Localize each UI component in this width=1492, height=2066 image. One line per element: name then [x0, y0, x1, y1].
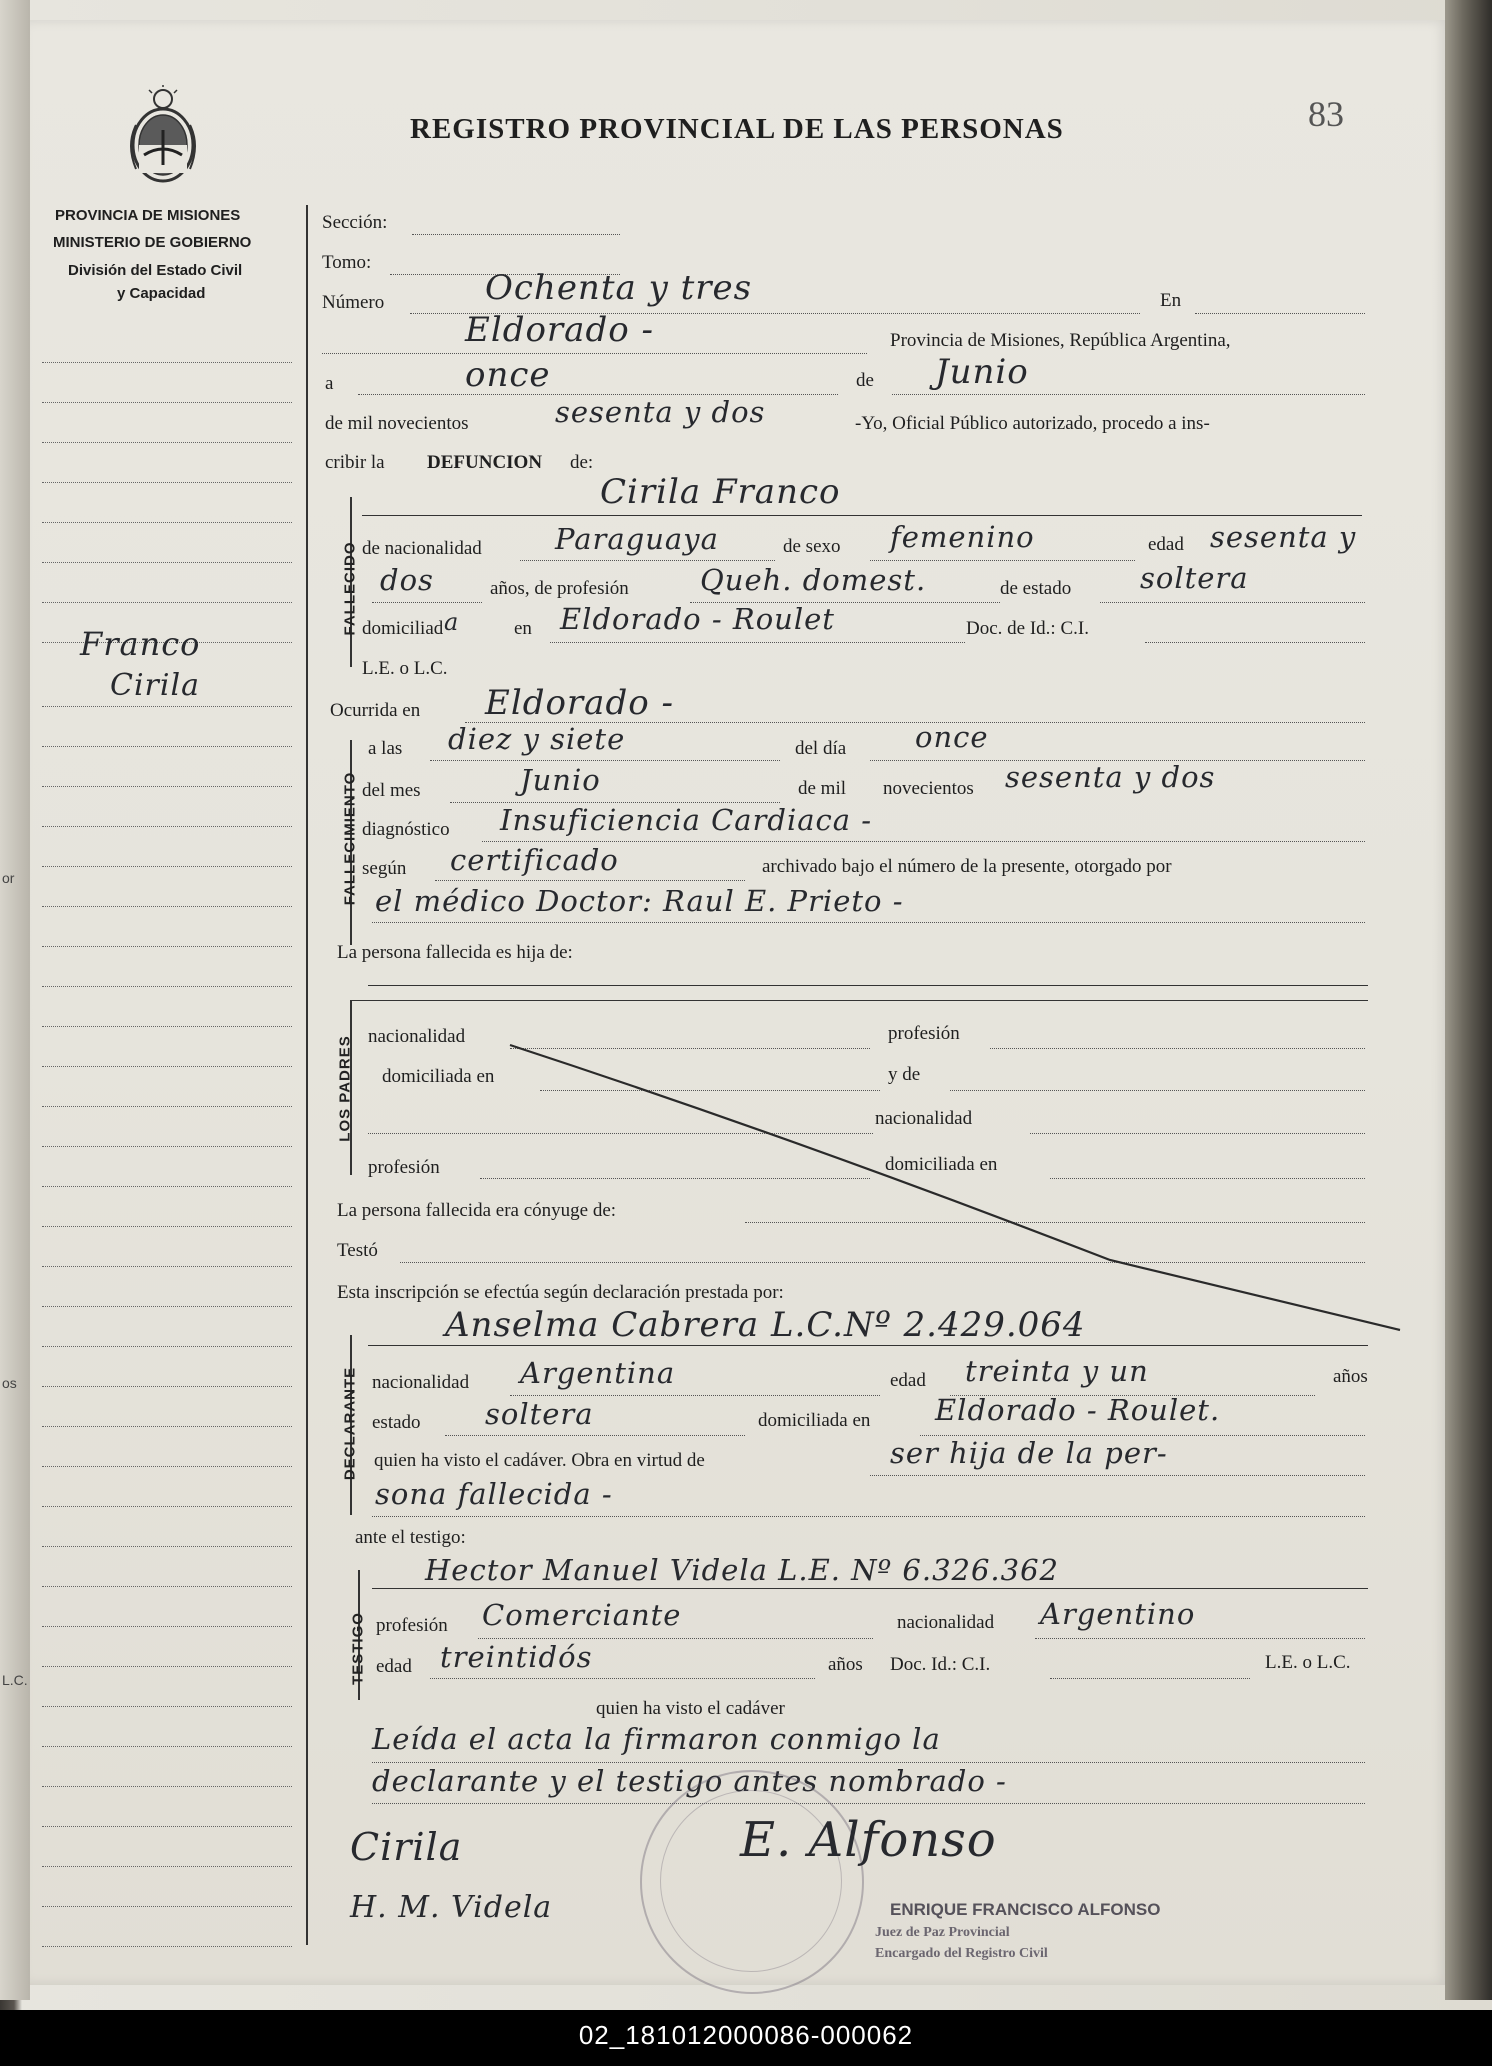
label-ocurrida: Ocurrida en	[330, 700, 421, 721]
division-label: División del Estado Civil	[68, 262, 243, 279]
hw-edad1: sesenta y	[1210, 520, 1357, 554]
hw-anio: sesenta y dos	[555, 395, 766, 429]
label-d-visto: quien ha visto el cadáver. Obra en virtud de	[374, 1450, 705, 1471]
label-de: de	[856, 370, 874, 391]
label-novecientos: novecientos	[883, 778, 974, 799]
label-doc-id: Doc. de Id.: C.I.	[966, 618, 1089, 639]
label-de-colon: de:	[570, 452, 594, 473]
hw-nombre: Cirila Franco	[600, 472, 841, 512]
hw-t-edad: treintidós	[440, 1640, 593, 1674]
official-title: Encargado del Registro Civil	[875, 1946, 1048, 1961]
hw-estado: soltera	[1140, 561, 1249, 595]
label-hija-de: La persona fallecida es hija de:	[337, 942, 573, 963]
hw-anio2: sesenta y dos	[1005, 760, 1216, 794]
hw-medico: el médico Doctor: Raul E. Prieto -	[375, 884, 904, 918]
label-p-profesion: profesión	[888, 1023, 960, 1044]
label-t-nacionalidad: nacionalidad	[897, 1612, 995, 1633]
signature-oficial: E. Alfonso	[740, 1812, 997, 1868]
label-domiciliad: domiciliad	[362, 618, 444, 639]
label-p-y-de: y de	[888, 1064, 921, 1085]
hw-declarante: Anselma Cabrera L.C.Nº 2.429.064	[445, 1305, 1086, 1345]
signature-testigo: H. M. Videla	[350, 1890, 553, 1925]
hw-dia: once	[465, 355, 551, 395]
section-fallecimiento: FALLECIMIENTO	[341, 771, 359, 906]
margin-surname: Franco	[80, 625, 201, 663]
left-fragment: os	[2, 1375, 17, 1391]
hw-d-nacionalidad: Argentina	[520, 1356, 676, 1390]
label-tomo: Tomo:	[322, 252, 372, 273]
label-del-dia: del día	[795, 738, 847, 759]
label-p-domiciliada: domiciliada en	[382, 1066, 495, 1087]
label-sexo: de sexo	[783, 536, 841, 557]
label-numero: Número	[322, 292, 385, 313]
label-de-mil: de mil novecientos	[325, 413, 469, 434]
official-name: ENRIQUE FRANCISCO ALFONSO	[890, 1900, 1161, 1919]
label-oficial: -Yo, Oficial Público autorizado, procedo a ins-	[855, 413, 1210, 434]
hw-t-nacionalidad: Argentino	[1040, 1597, 1196, 1631]
label-d-anos: años	[1333, 1366, 1368, 1387]
label-d-domiciliada: domiciliada en	[758, 1410, 871, 1431]
hw-edad2: dos	[380, 563, 434, 597]
hw-d-virtud1: ser hija de la per-	[890, 1436, 1168, 1470]
label-diagnostico: diagnóstico	[362, 819, 450, 840]
label-t-anos: años	[828, 1654, 863, 1675]
label-p-nacionalidad: nacionalidad	[368, 1026, 466, 1047]
label-edad: edad	[1148, 534, 1184, 555]
label-del-mes: del mes	[362, 780, 421, 801]
label-a: a	[325, 373, 334, 394]
hw-cierre1: Leída el acta la firmaron conmigo la	[372, 1722, 941, 1756]
page-title: REGISTRO PROVINCIAL DE LAS PERSONAS	[410, 113, 1064, 145]
label-t-le: L.E. o L.C.	[1265, 1652, 1351, 1673]
division-label: y Capacidad	[117, 285, 206, 302]
label-testo: Testó	[337, 1240, 378, 1261]
hw-mes2: Junio	[520, 763, 601, 797]
official-title: Juez de Paz Provincial	[875, 1925, 1010, 1940]
label-de-mil2: de mil	[798, 778, 847, 799]
label-nacionalidad: de nacionalidad	[362, 538, 482, 559]
label-t-profesion: profesión	[376, 1615, 448, 1636]
label-anos-profesion: años, de profesión	[490, 578, 629, 599]
label-segun: según	[362, 858, 407, 879]
hw-domicilio: Eldorado - Roulet	[560, 602, 835, 636]
label-en2: en	[514, 618, 532, 639]
label-t-doc: Doc. Id.: C.I.	[890, 1654, 991, 1675]
hw-t-profesion: Comerciante	[482, 1598, 682, 1632]
section-declarante: DECLARANTE	[341, 1366, 359, 1481]
label-le-lc: L.E. o L.C.	[362, 658, 448, 679]
hw-testigo: Hector Manuel Videla L.E. Nº 6.326.362	[425, 1553, 1060, 1587]
hw-mes: Junio	[935, 352, 1029, 392]
label-inscripcion: Esta inscripción se efectúa según declaración prestada por:	[337, 1282, 784, 1303]
hw-segun: certificado	[450, 843, 619, 877]
label-t-visto: quien ha visto el cadáver	[596, 1698, 785, 1719]
label-t-edad: edad	[376, 1656, 412, 1677]
label-seccion: Sección:	[322, 212, 388, 233]
label-p-profesion2: profesión	[368, 1157, 440, 1178]
hw-hora: diez y siete	[448, 722, 626, 756]
hw-lugar: Eldorado -	[465, 310, 654, 350]
label-a-las: a las	[368, 738, 403, 759]
footer-bar	[0, 2010, 1492, 2066]
label-p-domiciliada2: domiciliada en	[885, 1154, 998, 1175]
hw-d-virtud2: sona fallecida -	[375, 1477, 613, 1511]
hw-domiciliada-suffix: a	[444, 608, 460, 636]
label-d-estado: estado	[372, 1412, 421, 1433]
hw-ocurrida: Eldorado -	[485, 683, 674, 723]
hw-d-estado: soltera	[485, 1397, 594, 1431]
label-p-nacionalidad2: nacionalidad	[875, 1108, 973, 1129]
left-fragment: or	[2, 870, 15, 886]
province-label: PROVINCIA DE MISIONES	[55, 207, 241, 224]
hw-d-edad: treinta y un	[965, 1354, 1149, 1388]
label-conyuge: La persona fallecida era cónyuge de:	[337, 1200, 617, 1221]
hw-profesion: Queh. domest.	[700, 563, 927, 597]
hw-cierre2: declarante y el testigo antes nombrado -	[372, 1764, 1007, 1798]
label-provincia: Provincia de Misiones, República Argentina,	[890, 330, 1231, 351]
image-id: 02_181012000086-000062	[578, 2020, 914, 2050]
section-fallecido: FALLECIDO	[341, 541, 359, 636]
hw-d-domicilio: Eldorado - Roulet.	[935, 1393, 1221, 1427]
label-estado: de estado	[1000, 578, 1072, 599]
hw-dia2: once	[915, 720, 989, 754]
label-cribir: cribir la	[325, 452, 385, 473]
signature-declarante: Cirila	[350, 1825, 463, 1869]
ministry-label: MINISTERIO DE GOBIERNO	[53, 234, 252, 251]
label-defuncion: DEFUNCION	[427, 452, 543, 473]
label-ante-testigo: ante el testigo:	[355, 1527, 466, 1548]
page-number: 83	[1308, 94, 1344, 134]
label-d-edad: edad	[890, 1370, 926, 1391]
left-fragment: L.C.	[2, 1672, 28, 1688]
hw-numero: Ochenta y tres	[485, 268, 753, 308]
label-archivado: archivado bajo el número de la presente, otorgado por	[762, 856, 1172, 877]
section-padres: LOS PADRES	[336, 1035, 354, 1142]
section-testigo: TESTIGO	[349, 1612, 367, 1685]
label-d-nacionalidad: nacionalidad	[372, 1372, 470, 1393]
hw-sexo: femenino	[890, 520, 1035, 554]
margin-given-name: Cirila	[110, 668, 200, 703]
hw-nacionalidad: Paraguaya	[555, 522, 719, 556]
label-en: En	[1160, 290, 1182, 311]
hw-diagnostico: Insuficiencia Cardiaca -	[500, 803, 873, 837]
